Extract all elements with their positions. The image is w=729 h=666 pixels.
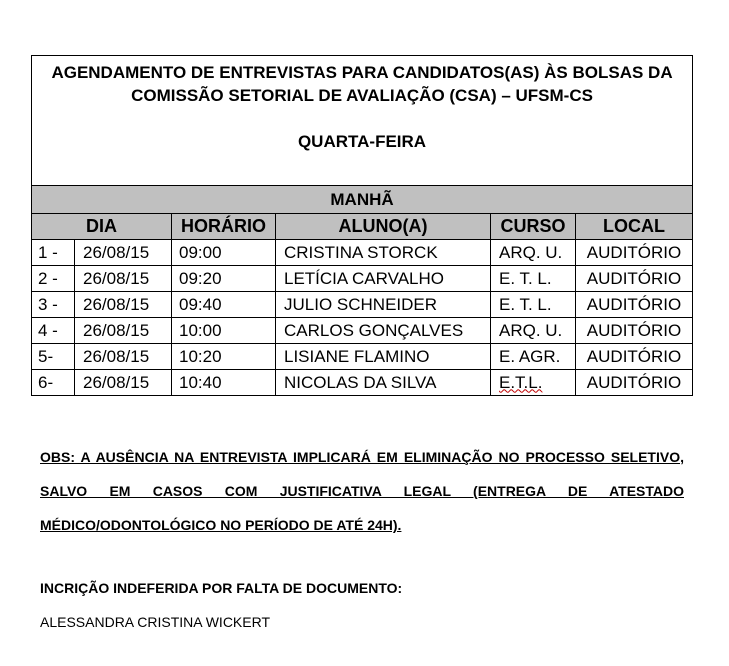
title-line-1: AGENDAMENTO DE ENTREVISTAS PARA CANDIDATOS(AS) ÀS BOLSAS DA (51, 63, 673, 82)
row-student: LETÍCIA CARVALHO (276, 266, 491, 292)
column-header-aluno: ALUNO(A) (276, 214, 491, 240)
row-place: AUDITÓRIO (576, 318, 693, 344)
row-student: CRISTINA STORCK (276, 240, 491, 266)
row-number: 3 - (32, 292, 75, 318)
row-course: ARQ. U. (491, 318, 576, 344)
obs-note (40, 440, 684, 542)
column-header-dia: DIA (32, 214, 172, 240)
row-place: AUDITÓRIO (576, 370, 693, 396)
obs-text: OBS: A AUSÊNCIA NA ENTREVISTA IMPLICARÁ EM ELIMINAÇÃO NO PROCESSO SELETIVO, SALVO EM CASOS COM JUSTIFICATIVA LEGAL (ENTREGA DE ATESTADO MÉDICO/ODONTOLÓGICO NO PERÍODO DE ATÉ 24H). (40, 449, 684, 533)
row-place: AUDITÓRIO (576, 344, 693, 370)
rejected-candidate-name: ALESSANDRA CRISTINA WICKERT (40, 614, 271, 630)
row-course: E. T. L. (491, 292, 576, 318)
row-date: 26/08/15 (75, 240, 172, 266)
row-number: 4 - (32, 318, 75, 344)
column-header-row (32, 214, 693, 240)
document-header (32, 56, 693, 186)
row-place: AUDITÓRIO (576, 266, 693, 292)
row-date: 26/08/15 (75, 266, 172, 292)
row-number: 1 - (32, 240, 75, 266)
row-student: JULIO SCHNEIDER (276, 292, 491, 318)
table-row (32, 370, 693, 396)
weekday-label: QUARTA-FEIRA (297, 132, 427, 151)
column-header-curso: CURSO (491, 214, 576, 240)
row-time: 09:00 (172, 240, 276, 266)
rejected-heading: INCRIÇÃO INDEFERIDA POR FALTA DE DOCUMENTO: (40, 580, 403, 596)
row-time: 09:40 (172, 292, 276, 318)
table-row (32, 318, 693, 344)
row-time: 10:20 (172, 344, 276, 370)
row-course: ARQ. U. (491, 240, 576, 266)
row-number: 2 - (32, 266, 75, 292)
row-time: 10:00 (172, 318, 276, 344)
table-row (32, 344, 693, 370)
row-course (491, 370, 576, 396)
row-time: 10:40 (172, 370, 276, 396)
spellcheck-underlined-text: E.T.L. (499, 372, 543, 392)
row-date: 26/08/15 (75, 370, 172, 396)
row-course: E. T. L. (491, 266, 576, 292)
row-number: 5- (32, 344, 75, 370)
row-student: CARLOS GONÇALVES (276, 318, 491, 344)
row-student: LISIANE FLAMINO (276, 344, 491, 370)
table-row (32, 240, 693, 266)
row-place: AUDITÓRIO (576, 240, 693, 266)
row-number: 6- (32, 370, 75, 396)
table-row (32, 266, 693, 292)
column-header-horario: HORÁRIO (172, 214, 276, 240)
row-date: 26/08/15 (75, 344, 172, 370)
title-line-2: COMISSÃO SETORIAL DE AVALIAÇÃO (CSA) – UFSM-CS (131, 86, 593, 105)
row-date: 26/08/15 (75, 318, 172, 344)
row-place: AUDITÓRIO (576, 292, 693, 318)
row-student: NICOLAS DA SILVA (276, 370, 491, 396)
shift-label: MANHÃ (32, 186, 693, 214)
table-row (32, 292, 693, 318)
row-time: 09:20 (172, 266, 276, 292)
column-header-local: LOCAL (576, 214, 693, 240)
row-course: E. AGR. (491, 344, 576, 370)
row-date: 26/08/15 (75, 292, 172, 318)
interview-schedule-table (31, 55, 693, 396)
